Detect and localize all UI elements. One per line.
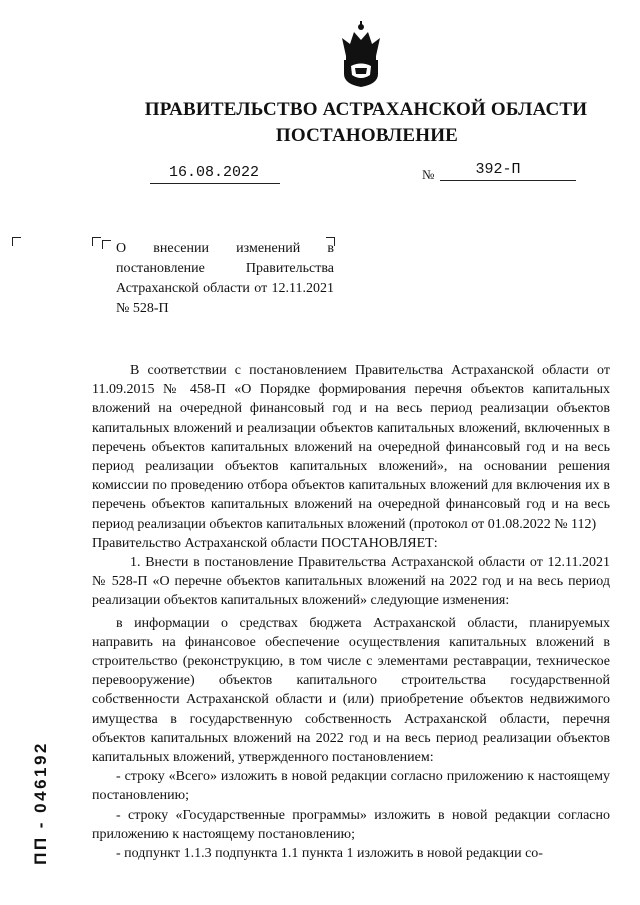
government-title: ПРАВИТЕЛЬСТВО АСТРАХАНСКОЙ ОБЛАСТИ bbox=[144, 99, 588, 120]
corner-mark bbox=[102, 240, 111, 249]
number-sign: № bbox=[422, 167, 435, 182]
resolution-line: Правительство Астраханской области ПОСТАНОВЛЯЕТ: bbox=[92, 535, 438, 551]
item-1-paragraph: 1. Внести в постановление Правительства Астраханской области от 12.11.2021 № 528-П «О перечне объектов капитальных вложений на 2022 год и на весь период реализации объектов капитальных вложений» следующие изменения: bbox=[92, 555, 610, 609]
bullet-subparagraph: - подпункт 1.1.3 подпункта 1.1 пункта 1 изложить в новой редакции со- bbox=[116, 846, 543, 862]
serial-number: ПП - 046192 bbox=[31, 741, 50, 865]
document-number: 392-П bbox=[475, 161, 521, 178]
document-date: 16.08.2022 bbox=[168, 164, 259, 181]
serial-stamp bbox=[30, 733, 52, 873]
bullet-state-programs-row: - строку «Государственные программы» изложить в новой редакции согласно приложению к настоящему постановлению; bbox=[92, 807, 610, 842]
document-body bbox=[92, 361, 610, 863]
corner-mark bbox=[92, 237, 101, 246]
coat-of-arms-icon bbox=[336, 18, 386, 88]
document-subject: О внесении изменений в постановление Правительства Астраханской области от 12.11.2021 № 528-П bbox=[116, 241, 334, 316]
info-paragraph: в информации о средствах бюджета Астраханской области, планируемых направить на финансовое обеспечение осуществления капитальных вложений в строительство (реконструкцию, в том числе с элементами реставрации, техническое перевооружение) объектов капитального строительства государственной собственности Астраханской области и (или) приобретение объектов недвижимого имущества в государственную собственность Астраханской области, перечня объектов капитальных вложений на 2022 год и на весь период реализации объектов капитальных вложений, утвержденного постановлением: bbox=[92, 615, 610, 766]
preamble-paragraph: В соответствии с постановлением Правительства Астраханской области от 11.09.2015 № 458-П «О Порядке формирования перечня объектов капитальных вложений на очередной финансовый год и на весь период реализации объектов капитальных вложений и реализации объектов капитальных вложений, включенных в перечень объектов капитальных вложений на очередной финансовый год и на весь период реализации объектов капитальных вложений», на основании решения комиссии по проведению отбора объектов капитальных вложений для включения их в перечень объектов капитальных вложений на очередной финансовый год и на весь период реализации объектов капитальных вложений (протокол от 01.08.2022 № 112) bbox=[92, 363, 610, 532]
bullet-total-row: - строку «Всего» изложить в новой редакции согласно приложению к настоящему постановлению; bbox=[92, 769, 610, 804]
document-type: ПОСТАНОВЛЕНИЕ bbox=[275, 125, 459, 146]
date-underline bbox=[150, 183, 280, 184]
number-underline bbox=[440, 180, 576, 181]
corner-mark bbox=[12, 237, 21, 246]
